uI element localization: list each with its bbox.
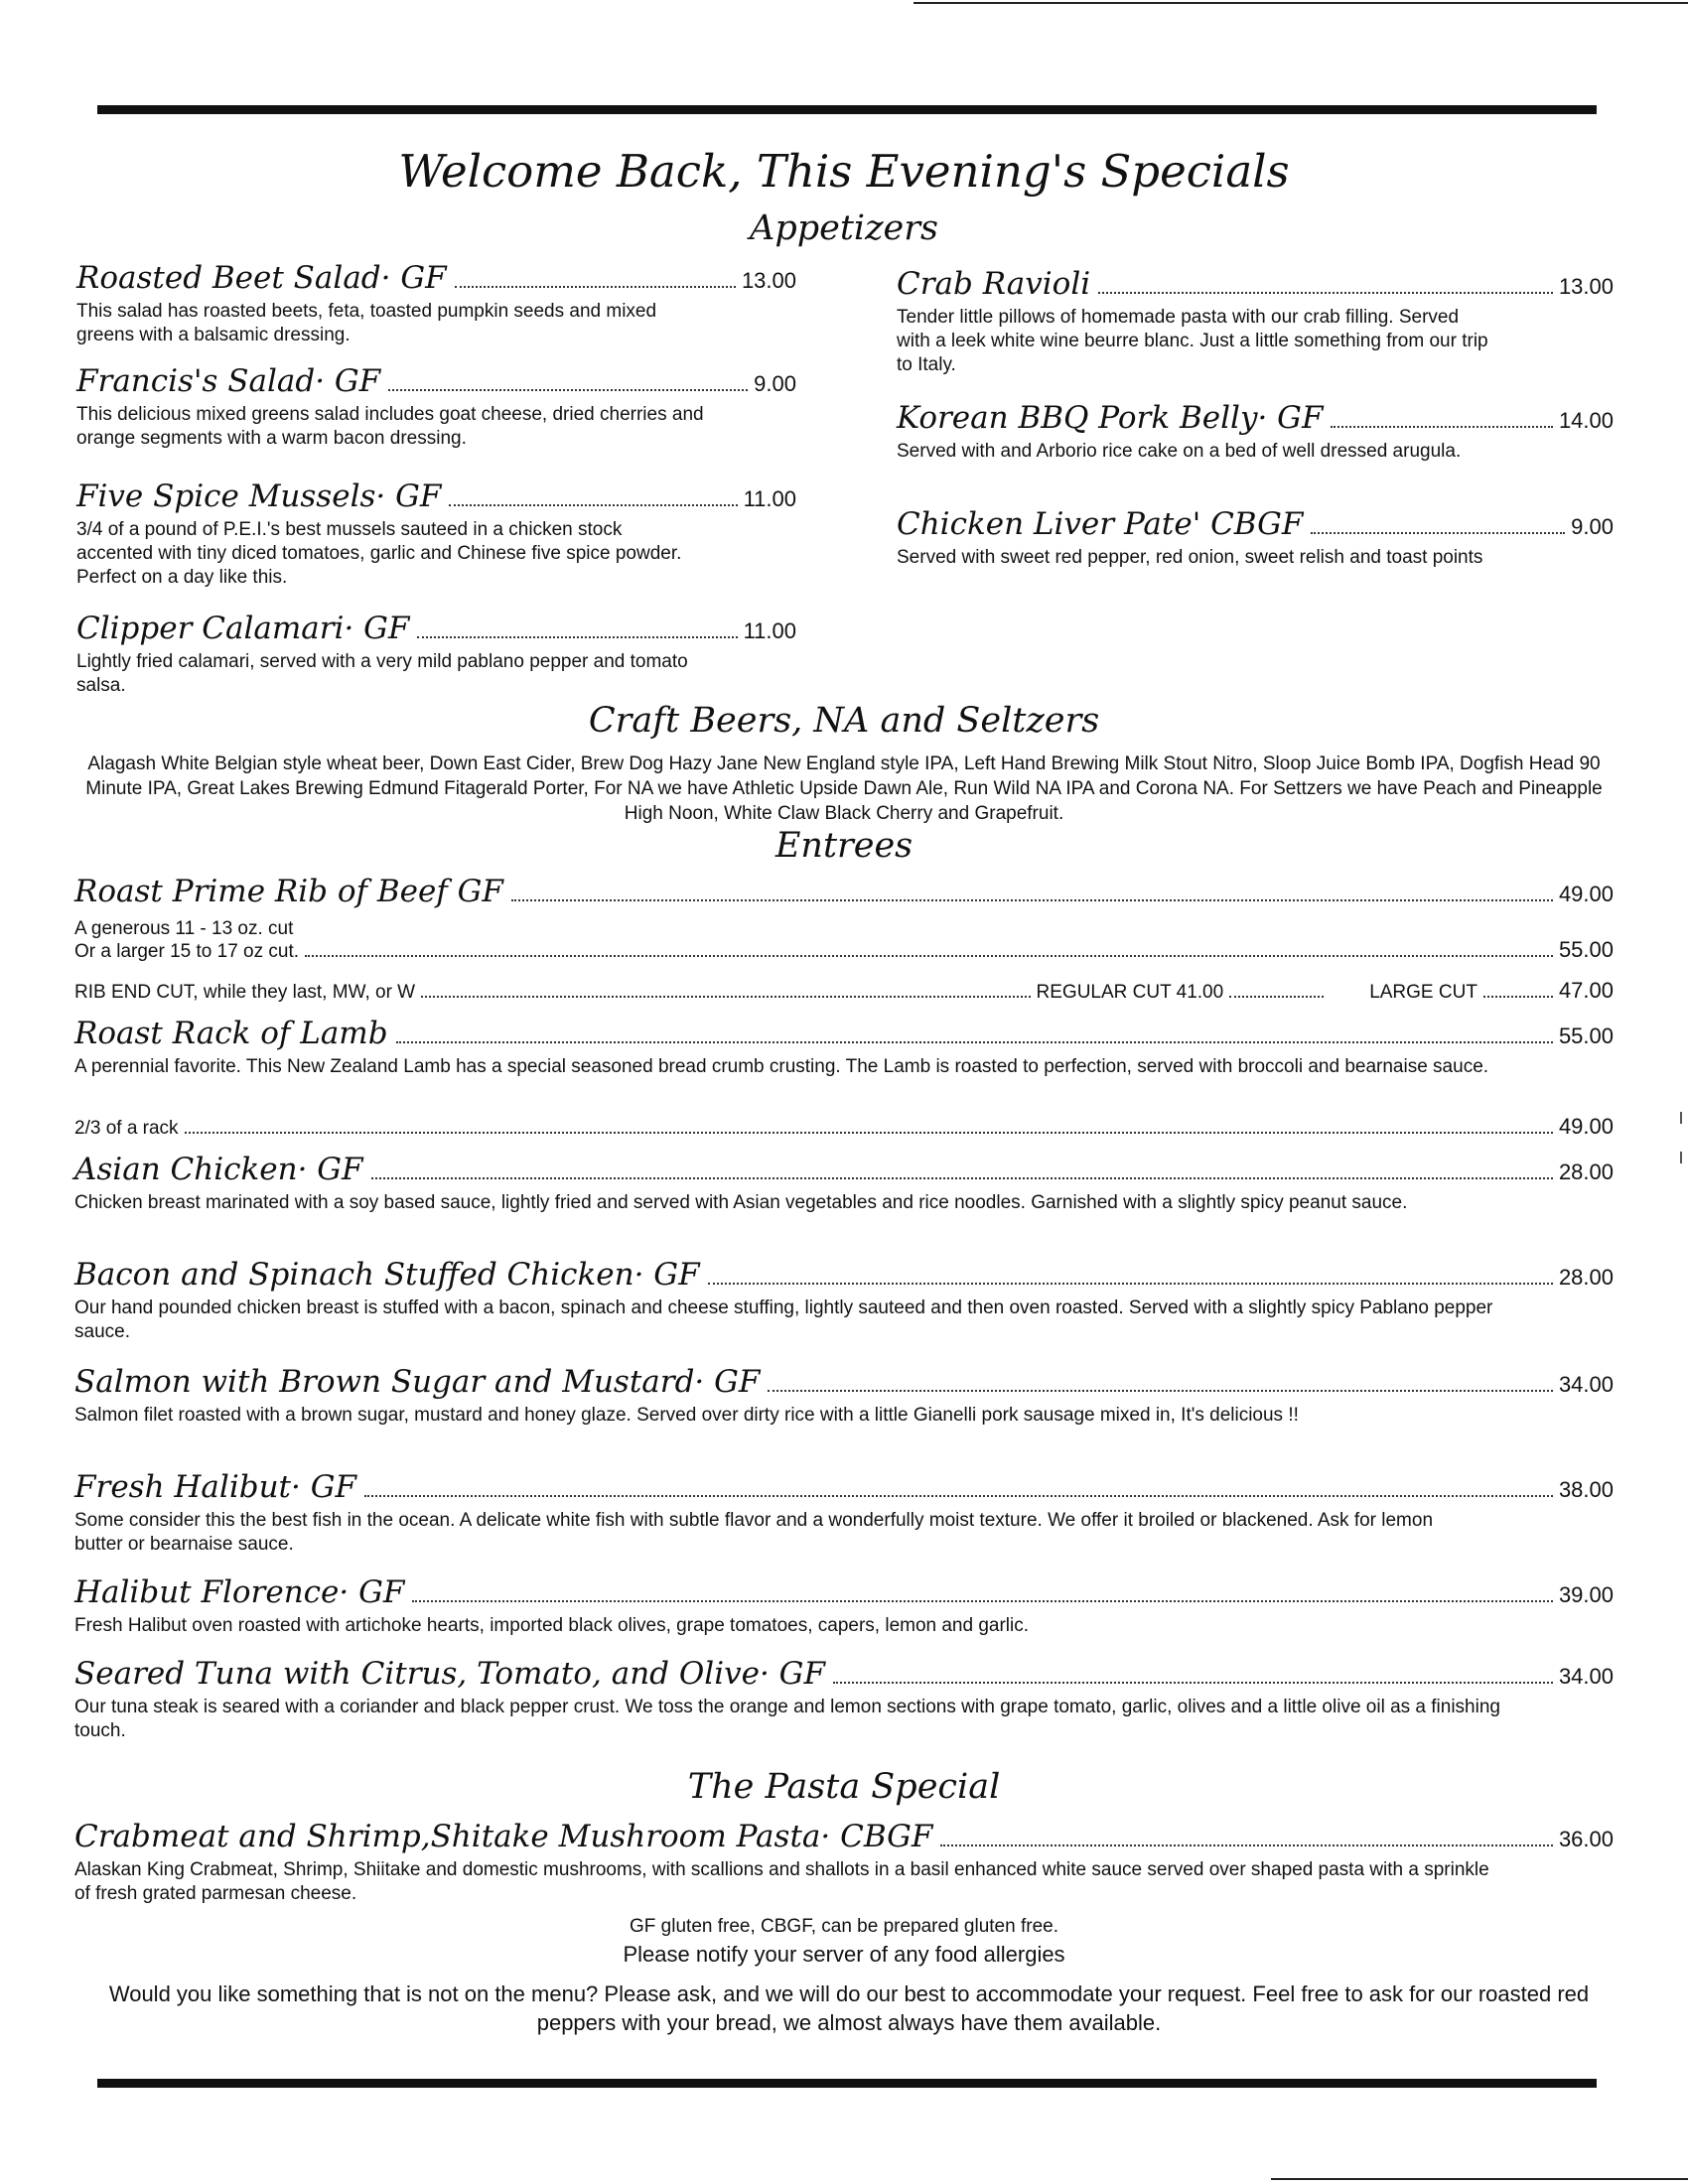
cut-line	[74, 937, 1614, 963]
top-edge-line	[914, 2, 1688, 4]
rib-end-line	[74, 978, 1614, 1004]
leader-dots	[1311, 532, 1565, 534]
item-name: Roast Rack of Lamb	[74, 1016, 388, 1051]
item-name: Bacon and Spinach Stuffed Chicken· GF	[74, 1257, 700, 1293]
menu-item	[897, 506, 1614, 570]
top-rule	[97, 105, 1597, 114]
item-name: Asian Chicken· GF	[74, 1152, 363, 1187]
item-name: Halibut Florence· GF	[74, 1574, 405, 1610]
rack-line	[74, 1114, 1614, 1140]
leader-dots	[455, 286, 736, 288]
item-description: Tender little pillows of homemade pasta with our crab filling. Served with a leek white wine beurre blanc. Just a little something from our trip to Italy.	[897, 307, 1488, 375]
item-price: 9.00	[1571, 514, 1614, 539]
cut-price: 55.00	[1558, 937, 1614, 962]
item-price: 11.00	[743, 486, 796, 511]
beers-heading: Craft Beers, NA and Seltzers	[588, 701, 1100, 741]
leader-dots	[449, 504, 737, 506]
menu-item	[897, 400, 1614, 464]
item-price: 34.00	[1558, 1372, 1614, 1397]
item-description: Served with sweet red pepper, red onion, sweet relish and toast points	[897, 547, 1483, 568]
leader-dots	[412, 1600, 1553, 1602]
menu-item	[76, 363, 796, 451]
leader-dots	[1331, 426, 1552, 428]
item-price: 49.00	[1558, 882, 1614, 906]
leader-dots	[940, 1844, 1552, 1846]
bottom-edge-line	[1271, 2178, 1688, 2180]
leader-dots	[708, 1283, 1553, 1285]
menu-item	[76, 260, 796, 347]
item-description: 3/4 of a pound of P.E.I.'s best mussels sauteed in a chicken stock accented with tiny diced tomatoes, garlic and Chinese five spice powder. Perfect on a day like this.	[76, 519, 682, 588]
item-name: Salmon with Brown Sugar and Mustard· GF	[74, 1364, 761, 1400]
item-description: This delicious mixed greens salad includes goat cheese, dried cherries and orange segments with a warm bacon dressing.	[76, 404, 704, 449]
item-price: 28.00	[1558, 1160, 1614, 1184]
leader-dots	[833, 1682, 1553, 1684]
menu-item	[76, 611, 796, 698]
item-price: 14.00	[1558, 408, 1614, 433]
item-name: Roasted Beet Salad· GF	[76, 260, 447, 296]
item-price: 55.00	[1558, 1024, 1614, 1048]
leader-dots	[185, 1132, 1553, 1134]
item-price: 9.00	[754, 371, 796, 396]
allergy-note: Please notify your server of any food allergies	[623, 1942, 1065, 1967]
menu-item	[74, 1257, 1614, 1344]
leader-dots	[1229, 996, 1324, 998]
cut-label: A generous 11 - 13 oz. cut	[74, 918, 294, 939]
item-name: Roast Prime Rib of Beef GF	[74, 874, 503, 909]
item-price: 36.00	[1558, 1827, 1614, 1851]
item-name: Crabmeat and Shrimp,Shitake Mushroom Pasta· CBGF	[74, 1819, 933, 1854]
leader-dots	[1483, 996, 1553, 998]
item-price: 39.00	[1558, 1582, 1614, 1607]
leader-dots	[511, 899, 1553, 901]
leader-dots	[388, 389, 748, 391]
item-name: Five Spice Mussels· GF	[76, 478, 442, 514]
item-price: 28.00	[1558, 1265, 1614, 1290]
item-price: 11.00	[743, 618, 796, 643]
item-description: Our tuna steak is seared with a coriander and black pepper crust. We toss the orange and lemon sections with grape tomato, garlic, olives and a little olive oil as a finishing touch.	[74, 1697, 1500, 1741]
rack-price: 49.00	[1558, 1114, 1614, 1139]
leader-dots	[421, 996, 1030, 998]
item-name: Seared Tuna with Citrus, Tomato, and Olive· GF	[74, 1656, 825, 1692]
pasta-heading: The Pasta Special	[687, 1767, 1001, 1807]
item-price: 13.00	[1558, 274, 1614, 299]
rib-end-label: RIB END CUT, while they last, MW, or W	[74, 982, 416, 1003]
item-name: Korean BBQ Pork Belly· GF	[897, 400, 1324, 436]
menu-item	[74, 1656, 1614, 1743]
large-cut-price: 47.00	[1558, 978, 1614, 1003]
gluten-free-note: GF gluten free, CBGF, can be prepared gluten free.	[630, 1916, 1058, 1937]
leader-dots	[417, 636, 737, 638]
item-name: Chicken Liver Pate' CBGF	[897, 506, 1304, 542]
leader-dots	[768, 1390, 1553, 1392]
entrees-heading: Entrees	[774, 826, 914, 866]
item-description: Served with and Arborio rice cake on a bed of well dressed arugula.	[897, 441, 1462, 462]
item-name: Crab Ravioli	[897, 266, 1091, 302]
menu-item-prime-rib	[74, 874, 1614, 909]
leader-dots	[305, 955, 1553, 957]
large-cut-label: LARGE CUT	[1369, 982, 1477, 1003]
menu-item-pasta	[74, 1819, 1614, 1906]
item-name: Clipper Calamari· GF	[76, 611, 410, 646]
menu-item	[74, 1152, 1614, 1215]
item-description: This salad has roasted beets, feta, toasted pumpkin seeds and mixed greens with a balsamic dressing.	[76, 301, 657, 345]
item-description: Chicken breast marinated with a soy based sauce, lightly fried and served with Asian vegetables and rice noodles. Garnished with a slightly spicy peanut sauce.	[74, 1192, 1408, 1213]
leader-dots	[364, 1495, 1553, 1497]
menu-item	[897, 266, 1614, 377]
cut-label: Or a larger 15 to 17 oz cut.	[74, 941, 300, 962]
menu-item	[74, 1574, 1614, 1638]
bottom-rule	[97, 2079, 1597, 2088]
rack-label: 2/3 of a rack	[74, 1118, 179, 1139]
item-description: Lightly fried calamari, served with a very mild pablano pepper and tomato salsa.	[76, 651, 688, 696]
item-description: Alaskan King Crabmeat, Shrimp, Shiitake and domestic mushrooms, with scallions and shallots in a basil enhanced white sauce served over shaped pasta with a sprinkle of fresh grated parmesan cheese.	[74, 1859, 1489, 1904]
leader-dots	[1098, 292, 1553, 294]
menu-item	[74, 1364, 1614, 1428]
leader-dots	[396, 1041, 1553, 1043]
leader-dots	[371, 1177, 1553, 1179]
item-description: Our hand pounded chicken breast is stuffed with a bacon, spinach and cheese stuffing, lightly sauteed and then oven roasted. Served with a slightly spicy Pablano pepper sauce.	[74, 1297, 1493, 1342]
beers-list: Alagash White Belgian style wheat beer, Down East Cider, Brew Dog Hazy Jane New England style IPA, Left Hand Brewing Milk Stout Nitro, Sloop Juice Bomb IPA, Dogfish Head 90 Minute IPA, Great Lakes Brewing Edmund Fitagerald Porter, For NA we have Athletic Upside Dawn Ale, Run Wild NA IPA and Corona NA. For Settzers we have Peach and Pineapple High Noon, White Claw Black Cherry and Grapefruit.	[85, 753, 1603, 824]
item-price: 13.00	[741, 268, 796, 293]
item-price: 34.00	[1558, 1664, 1614, 1689]
item-price: 38.00	[1558, 1477, 1614, 1502]
appetizers-heading: Appetizers	[750, 208, 938, 248]
menu-item-lamb	[74, 1016, 1614, 1079]
closing-note: Would you like something that is not on the menu? Please ask, and we will do our best to accommodate your request. Feel free to ask for our roasted red peppers with your bread, we almost always have them available.	[108, 1981, 1590, 2035]
margin-tick	[1680, 1152, 1682, 1163]
item-description: Fresh Halibut oven roasted with artichoke hearts, imported black olives, grape tomatoes, capers, lemon and garlic.	[74, 1615, 1030, 1636]
item-description: Some consider this the best fish in the ocean. A delicate white fish with subtle flavor and a wonderfully moist texture. We offer it broiled or blackened. Ask for lemon butter or bearnaise sauce.	[74, 1510, 1434, 1555]
menu-item	[76, 478, 796, 590]
item-description: A perennial favorite. This New Zealand Lamb has a special seasoned bread crumb crusting. The Lamb is roasted to perfection, served with broccoli and bearnaise sauce.	[74, 1056, 1489, 1077]
menu-item	[74, 1469, 1614, 1557]
item-name: Francis's Salad· GF	[76, 363, 381, 399]
page-title: Welcome Back, This Evening's Specials	[398, 145, 1290, 198]
regular-cut-label: REGULAR CUT 41.00	[1036, 982, 1224, 1003]
item-name: Fresh Halibut· GF	[74, 1469, 356, 1505]
item-description: Salmon filet roasted with a brown sugar, mustard and honey glaze. Served over dirty rice with a little Gianelli pork sausage mixed in, It's delicious !!	[74, 1405, 1299, 1426]
margin-tick	[1680, 1112, 1682, 1124]
